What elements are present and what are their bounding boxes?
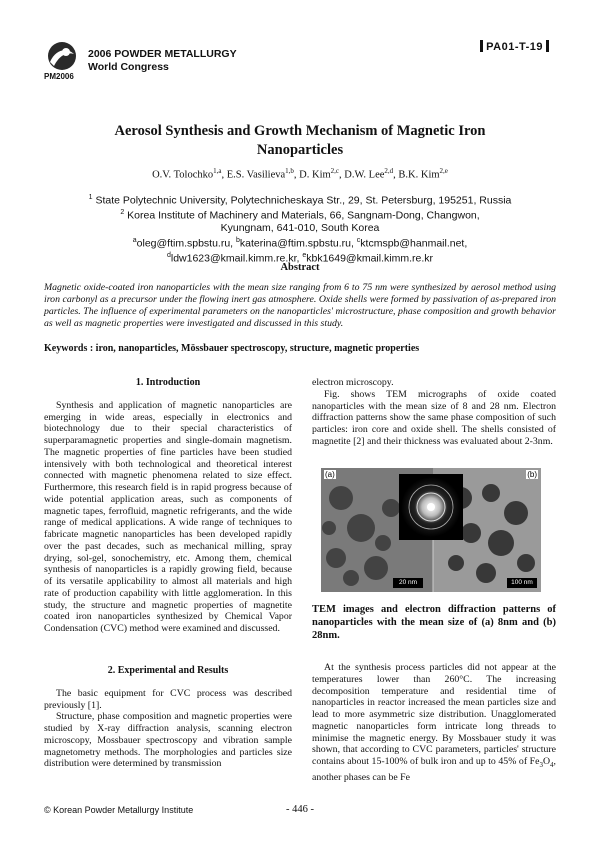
conference-line1: 2006 POWDER METALLURGY — [88, 48, 237, 60]
author-sup: 2,d — [384, 167, 394, 175]
figure-label-b: (b) — [527, 470, 537, 479]
abstract-heading: Abstract — [280, 262, 320, 273]
experimental-heading: 2. Experimental and Results — [107, 665, 229, 676]
title-line2: Nanoparticles — [256, 142, 344, 158]
scale-bar-a: 20 nm — [398, 579, 418, 586]
tem-figure — [321, 468, 541, 592]
emails-line1: $^a$oleg@ftim.spbstu.ru, $^b$katerina@ftim.spbstu.ru, $^c$ktcmspb@hanmail.net, — [132, 236, 468, 249]
results-paragraph-2: Fig. shows TEM micrographs of oxide coated nanoparticles with the mean size of 8 and 28 nm. Electron diffraction patterns show the same phase composition of such particles: iron core and oxide shell. The shells consisted of magnetite [2] and their thickness was evaluated about 2-3nm. — [312, 388, 556, 447]
affiliation-2-cont: Kyungnam, 641-010, South Korea — [220, 222, 380, 234]
code-bar-right — [546, 40, 549, 52]
author-name: D. Kim — [299, 169, 331, 181]
intro-paragraph: Synthesis and application of magnetic nanoparticles are emerging in wide areas, especially in electronics and biotechnology due to their special characteristics of superparamagnetic properties and single-domain magnetism. The magnetic properties of fine particles have been studied intensively with both technological and theoretical interest connected with magnetic phenomena related to size effect. Furthermore, this research field is in rapid progress because of wide potential application areas, such as components of magnetic tapes, ferrofluid, magnetic refrigerants, and the wide range of medical applications. A wide range of techniques to fabricate magnetic nanoparticles has been developed rapidly over the past decades, such as mechanical milling, spray drying, sol-gel, sonochemistry, etc. Among them, chemical synthesis of nanoparticles is a rapidly growing field, because of its versatile applicability to almost all materials and high rate of production capability with little agglomeration. In this study, the structure and magnetic properties of magnetite coated iron nanoparticles synthesized by Chemical Vapor Condensation (CVC) method were examined and discussed. — [44, 399, 292, 634]
scale-bar-b: 100 nm — [511, 579, 533, 586]
experimental-paragraph-2: Structure, phase composition and magnetic properties were studied by X-ray diffraction analysis, scanning electron microscopy, Mossbauer spectroscopy and vibration sample magnetometry methods. The morphologies and particles size distribution were determined by transmission — [44, 711, 292, 770]
copyright: © Korean Powder Metallurgy Institute — [44, 805, 194, 815]
results-paragraph-1: electron microscopy. — [312, 377, 394, 388]
paper-title — [40, 122, 560, 160]
conference-line2: World Congress — [88, 61, 169, 73]
results-text-bottom — [312, 662, 556, 783]
experimental-paragraph-1: The basic equipment for CVC process was described previously [1]. — [44, 687, 292, 711]
author-name: D.W. Lee — [344, 169, 385, 181]
email-link[interactable]: ldw1623@kmail.kimm.re.kr, — [170, 252, 303, 264]
author-name: O.V. Tolochko — [152, 169, 214, 181]
email-link[interactable]: oleg@ftim.spbstu.ru, — [136, 237, 237, 249]
author-name: E.S. Vasilieva — [226, 169, 286, 181]
intro-heading: 1. Introduction — [135, 377, 201, 388]
author-sup: 2,c — [330, 167, 340, 175]
affiliation-2: $^2$ Korea Institute of Machinery and Materials, 66, Sangnam-Dong, Changwon, — [120, 209, 480, 222]
paper-code-text: PA01-T-19 — [486, 41, 543, 53]
email-link[interactable]: ktcmspb@hanmail.net, — [360, 237, 468, 249]
figure-caption: TEM images and electron diffraction patterns of nanoparticles with the mean size of (a) 8nm and (b) 28nm. — [312, 604, 556, 641]
page-number: - 446 - — [286, 804, 314, 815]
affiliations — [40, 192, 560, 265]
emails-line2: $^d$ldw1623@kmail.kimm.re.kr, $^e$kbk1649@kmail.kimm.re.kr — [166, 251, 434, 264]
author-sup: 1,b — [285, 167, 294, 175]
author-list: O.V. Tolochko$^{1,a}$, E.S. Vasilieva$^{1,b}$, D. Kim$^{2,c}$, D.W. Lee$^{2,d}$, B.K. Kim$^{2,e}$ — [152, 167, 448, 181]
abstract-text: Magnetic oxide-coated iron nanoparticles with the mean size ranging from 6 to 75 nm were synthesized by aerosol method using iron carbonyl as a precursor under the flowing inert gas atmosphere. Oxide shells were formed by passivation of as-prepared iron particles. The influence of experimental parameters on the nanoparticles' microstructure, phase composition and growth behavior as well as magnetic properties were investigated and discussed in this study. — [44, 282, 556, 329]
email-link[interactable]: katerina@ftim.spbstu.ru, — [239, 237, 357, 249]
results-paragraph-3: At the synthesis process particles did not appear at the temperatures lower than 260°C. The increasing decomposition temperature and residential time of nanoparticles in reactor increased the mean particles size and lead to more asymmetric size distribution. Unagglomerated magnetic nanoparticles form intricate long threads to minimise the magnetic energy. By Mossbauer study it was shown, that according to CVC parameters, particles' structure contains about 15-100% of bulk iron and up to 45% of $Fe_3O_4$, another phases can be Fe — [312, 662, 556, 783]
results-text-top — [312, 377, 556, 448]
author-name: B.K. Kim — [398, 169, 440, 181]
keywords: Keywords : iron, nanoparticles, Mössbauer spectroscopy, structure, magnetic properties — [44, 343, 420, 354]
pm-logo-text: PM2006 — [44, 72, 74, 81]
title-line1: Aerosol Synthesis and Growth Mechanism of Magnetic Iron — [114, 123, 486, 139]
author-sup: 2,e — [439, 167, 448, 175]
paper-code — [477, 40, 552, 53]
email-link[interactable]: kbk1649@kmail.kimm.re.kr — [306, 252, 434, 264]
figure-label-a: (a) — [325, 470, 335, 479]
affiliation-1: $^1$ State Polytechnic University, Polytechnicheskaya Str., 29, St. Petersburg, 195251, Russia — [88, 194, 512, 207]
experimental-section — [44, 665, 292, 770]
intro-section — [44, 377, 292, 635]
author-sup: 1,a — [213, 167, 222, 175]
tem-micrograph — [321, 468, 541, 592]
conference-name — [88, 48, 237, 74]
pm2006-logo-mark — [44, 40, 80, 74]
code-bar-left — [480, 40, 483, 52]
